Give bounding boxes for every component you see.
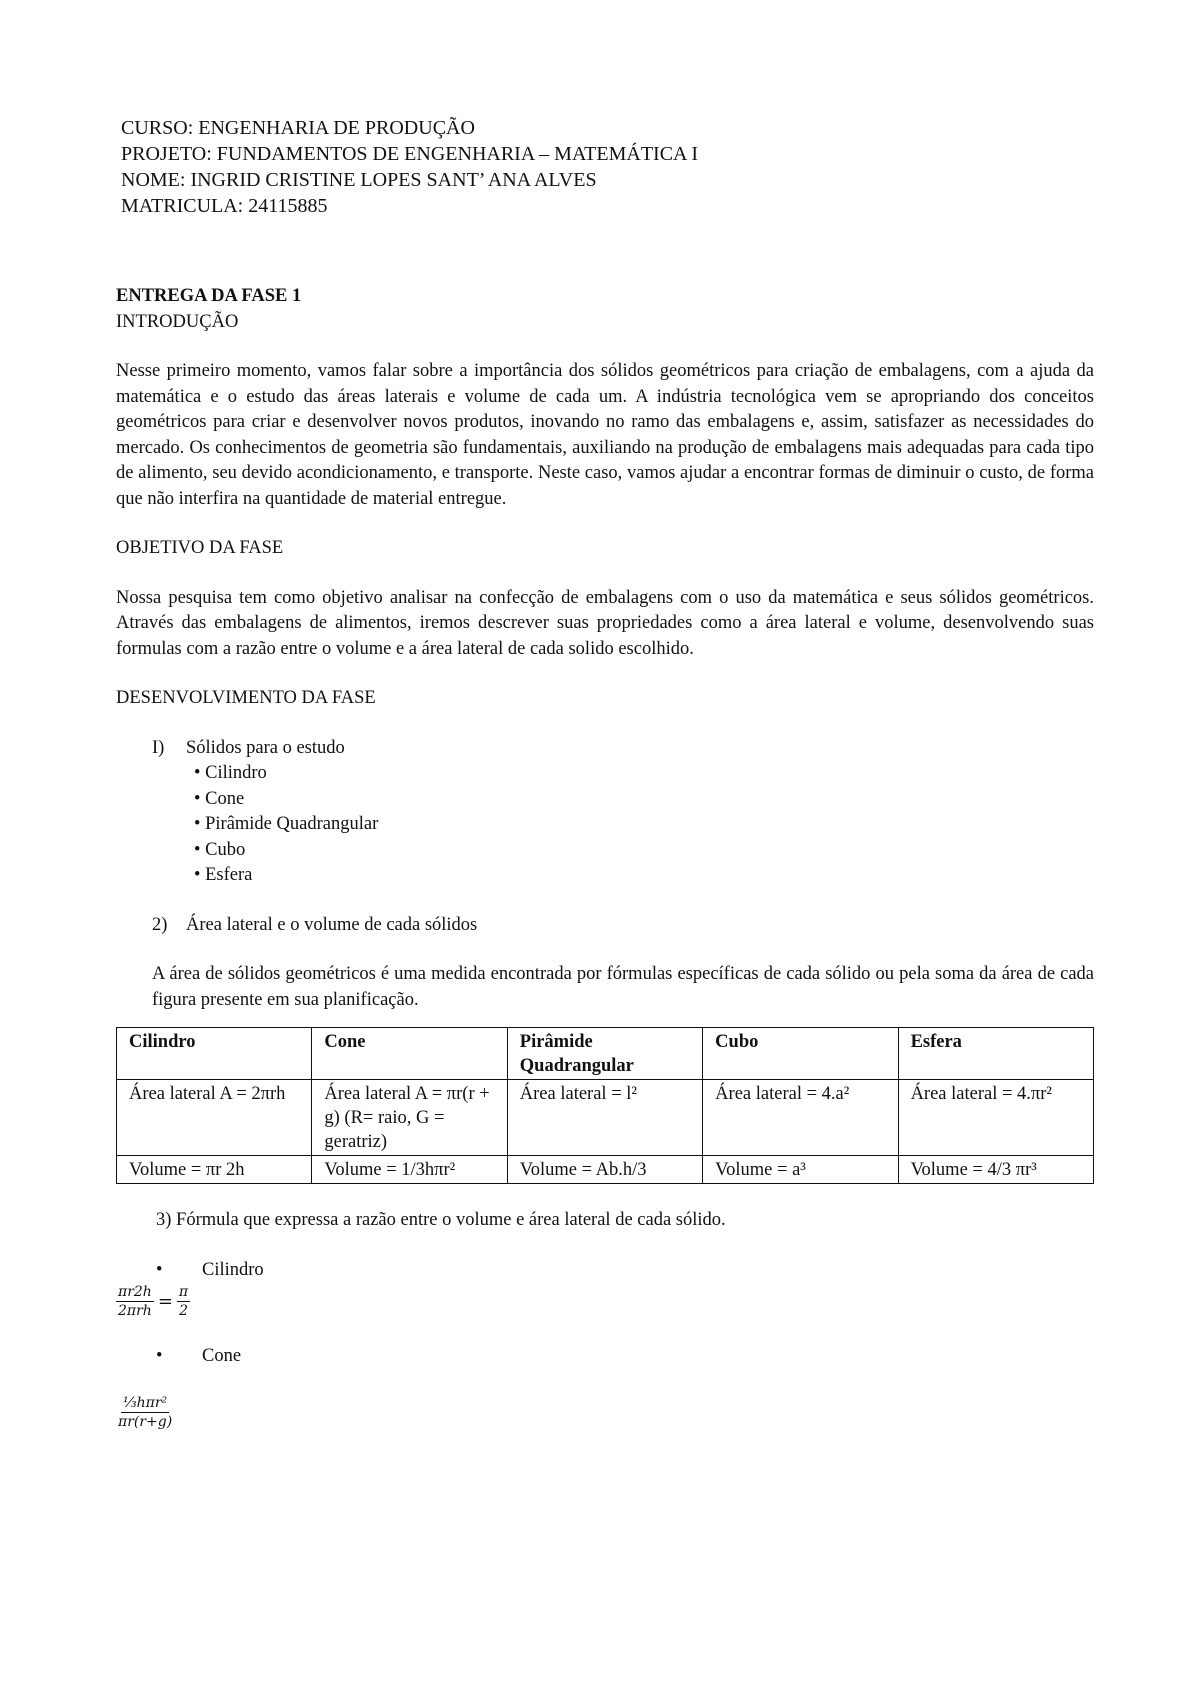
list-item: • Cubo [194,839,246,860]
table-header-cell: Pirâmide Quadrangular [507,1028,702,1080]
cylinder-formula [116,1283,1094,1320]
cone-bullet: • Cone [156,1346,242,1366]
table-row [117,1080,1094,1156]
list-number: I) [152,737,165,758]
table-cell: Área lateral A = πr(r + g) (R= raio, G = geratriz) [312,1080,507,1156]
list-title: Sólidos para o estudo [186,737,345,758]
cylinder-label: Cilindro [202,1259,264,1280]
formula-numerator: πr2h [118,1284,152,1300]
intro-heading: INTRODUÇÃO [116,311,239,332]
solids-list [152,736,1094,939]
list-item: • Cone [194,788,245,809]
table-cell: Área lateral = l² [507,1080,702,1156]
course-line: CURSO: ENGENHARIA DE PRODUÇÃO [121,117,475,139]
table-cell: Área lateral = 4.a² [703,1080,898,1156]
list-item: • Esfera [194,865,253,885]
registration-line: MATRICULA: 24115885 [121,195,328,217]
formula-equals: = [157,1290,173,1312]
cylinder-bullet: • Cilindro [156,1259,264,1280]
table-header-cell: Cilindro [117,1028,312,1080]
table-header-cell: Esfera [898,1028,1093,1080]
table-cell: Área lateral = 4.πr² [898,1080,1093,1156]
formula-numerator: ⅓hπr² [123,1394,168,1411]
table-cell: Volume = πr 2h [117,1156,312,1184]
table-cell: Volume = a³ [703,1156,898,1184]
table-cell: Volume = 1/3hπr² [312,1156,507,1184]
table-cell: Volume = Ab.h/3 [507,1156,702,1184]
list-item: • Cilindro [194,763,267,783]
table-header-cell: Cone [312,1028,507,1080]
delivery-title: ENTREGA DA FASE 1 [116,286,302,306]
table-cell: Área lateral A = 2πrh [117,1080,312,1156]
ratio-heading: 3) Fórmula que expressa a razão entre o volume e área lateral de cada sólido. [156,1210,726,1230]
formula-denominator: 2πrh [118,1303,152,1319]
objective-heading: OBJETIVO DA FASE [116,538,284,558]
formula-numerator: π [178,1284,189,1300]
formula-denominator: 2 [179,1303,188,1319]
list-number: 2) [152,914,168,935]
table-cell: Volume = 4/3 πr³ [898,1156,1093,1184]
formula-denominator: πr(r+g) [118,1413,173,1430]
intro-paragraph: Nesse primeiro momento, vamos falar sobre a importância dos sólidos geométricos para criação de embalagens, com a ajuda da matemática e o estudo das áreas laterais e volume de cada um. A indústria tecnológica vem se apropriando dos conceitos geométricos para criar e desenvolver novos produtos, inovando no ramo das embalagens e, assim, satisfazer as necessidades do mercado. Os conhecimentos de geometria são fundamentais, auxiliando na produção de embalagens mais adequadas para cada tipo de alimento, seu devido acondicionamento, e transporte. Neste caso, vamos ajudar a encontrar formas de diminuir o custo, de forma que não interfira na quantidade de material entregue. [116,361,1094,509]
area-paragraph: A área de sólidos geométricos é uma medida encontrada por fórmulas específicas de cada sólido ou pela soma da área de cada figura presente em sua planificação. [152,964,1094,1010]
document-body [116,284,1094,1431]
solids-table [116,1027,1094,1184]
development-heading: DESENVOLVIMENTO DA FASE [116,688,376,708]
project-line: PROJETO: FUNDAMENTOS DE ENGENHARIA – MATEMÁTICA I [121,143,699,165]
cone-label: Cone [202,1346,242,1366]
list-title: Área lateral e o volume de cada sólidos [186,914,478,935]
cone-formula [116,1394,1094,1431]
table-row [117,1156,1094,1184]
list-item: • Pirâmide Quadrangular [194,814,379,834]
name-line: NOME: INGRID CRISTINE LOPES SANT’ ANA ALVES [121,169,597,191]
document-header [121,115,698,219]
objective-paragraph: Nossa pesquisa tem como objetivo analisar na confecção de embalagens com o uso da matemática e seus sólidos geométricos. Através das embalagens de alimentos, iremos descrever suas propriedades como a área lateral e volume, desenvolvendo suas formulas com a razão entre o volume e a área lateral de cada solido escolhido. [116,587,1094,659]
table-header-cell: Cubo [703,1028,898,1080]
